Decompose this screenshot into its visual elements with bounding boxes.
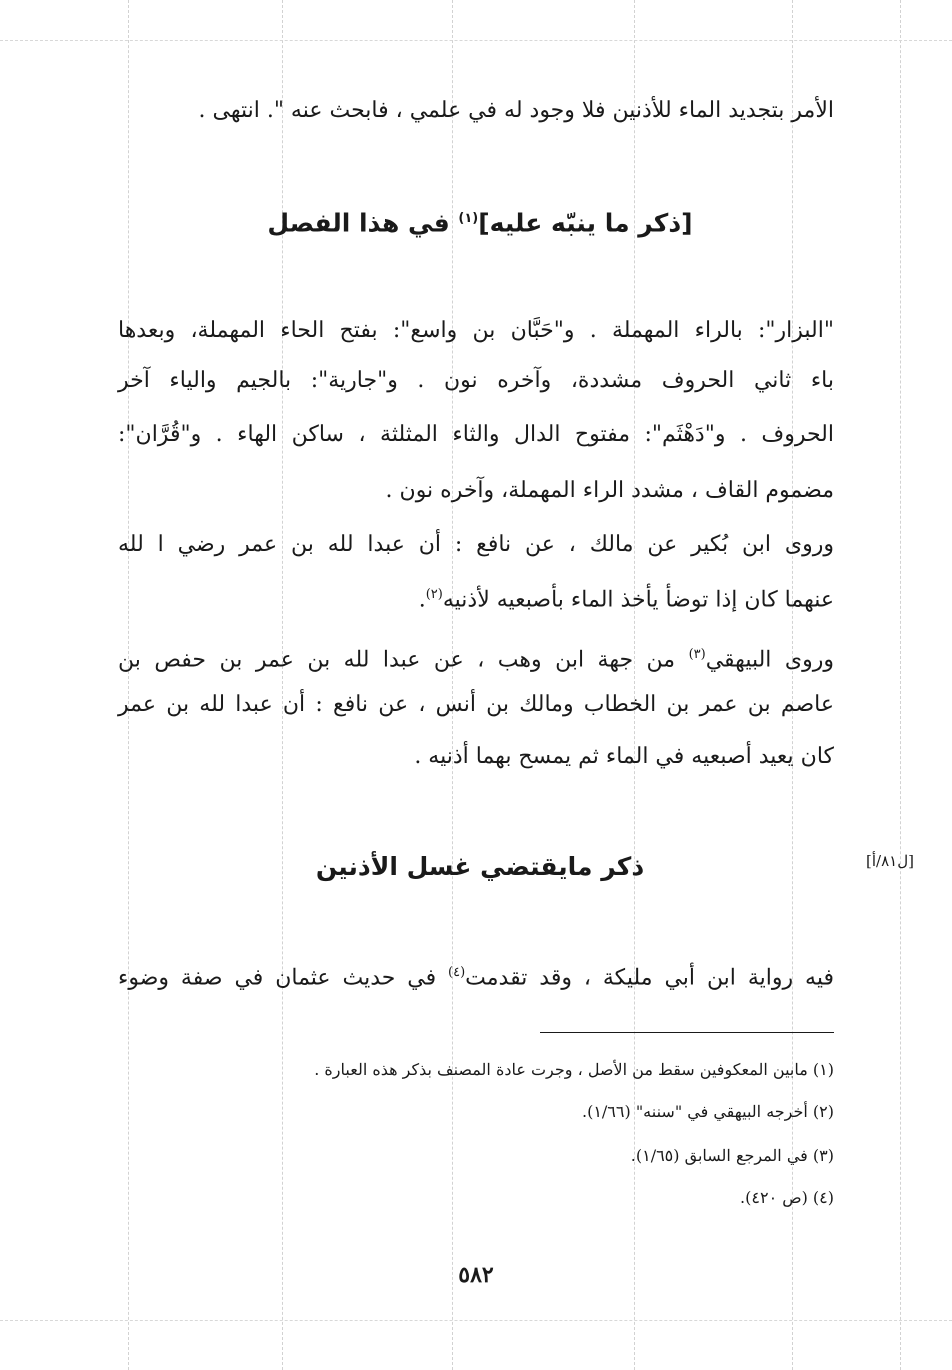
footnote-ref-3: (٣) — [688, 647, 706, 662]
paragraph-text: . — [418, 587, 426, 613]
paragraph-line: وروى ابن بُكير عن مالك ، عن نافع : أن عبدا لله بن عمر رضي ا لله — [118, 532, 834, 557]
page-number: ٥٨٢ — [458, 1262, 494, 1288]
paragraph-line: عاصم بن عمر بن الخطاب ومالك بن أنس ، عن نافع : أن عبدا لله بن عمر — [118, 692, 834, 717]
paragraph-line — [118, 640, 834, 675]
heading-text: [ذكر ما ينبّه عليه] — [478, 208, 693, 238]
footnote-ref-1: (١) — [458, 211, 479, 226]
footnote-separator — [540, 1032, 834, 1033]
footnote: (٢) أخرجه البيهقي في "سننه" (١/٦٦). — [581, 1102, 834, 1121]
footnote-ref-4: (٤) — [448, 965, 466, 980]
paragraph-text: عنهما كان إذا توضأ يأخذ الماء بأصبعيه لأذنيه — [442, 587, 834, 613]
heading-text-rest: في هذا الفصل — [267, 208, 459, 238]
paragraph-text: في حديث عثمان في صفة وضوء — [118, 965, 449, 991]
paragraph-line: مضموم القاف ، مشدد الراء المهملة، وآخره نون . — [385, 478, 834, 503]
paragraph-line — [118, 958, 834, 993]
footnote: (١) مابين المعكوفين سقط من الأصل ، وجرت عادة المصنف بذكر هذه العبارة . — [314, 1060, 834, 1079]
paragraph-line: "البزار": بالراء المهملة . و"حَبَّان بن واسع": بفتح الحاء المهملة، وبعدها — [118, 318, 834, 343]
paragraph-line: كان يعيد أصبعيه في الماء ثم يمسح بهما أذنيه . — [414, 744, 834, 769]
footnote-ref-2: (٢) — [425, 587, 443, 602]
top-line: الأمر بتجديد الماء للأذنين فلا وجود له في علمي ، فابحث عنه ". انتهى . — [198, 98, 834, 123]
paragraph-text: فيه رواية ابن أبي مليكة ، وقد تقدمت — [465, 965, 834, 991]
paragraph-text: من جهة ابن وهب ، عن عبدا لله بن عمر بن حفص بن — [118, 647, 689, 673]
footnote: (٤) (ص ٤٢٠). — [740, 1188, 834, 1207]
section-heading-2: ذكر مايقتضي غسل الأذنين — [315, 852, 645, 881]
section-heading-1 — [250, 202, 710, 240]
footnote: (٣) في المرجع السابق (١/٦٥). — [630, 1146, 834, 1165]
manuscript-folio-note: [ل٨١/أ] — [866, 852, 914, 870]
paragraph-line: باء ثاني الحروف مشددة، وآخره نون . و"جارية": بالجيم والياء آخر — [118, 368, 834, 393]
paragraph-line — [118, 580, 834, 615]
paragraph-text: وروى البيهقي — [705, 647, 834, 673]
paragraph-line: الحروف . و"دَهْثَم": مفتوح الدال والثاء المثلثة ، ساكن الهاء . و"قُرَّان": — [118, 422, 834, 447]
